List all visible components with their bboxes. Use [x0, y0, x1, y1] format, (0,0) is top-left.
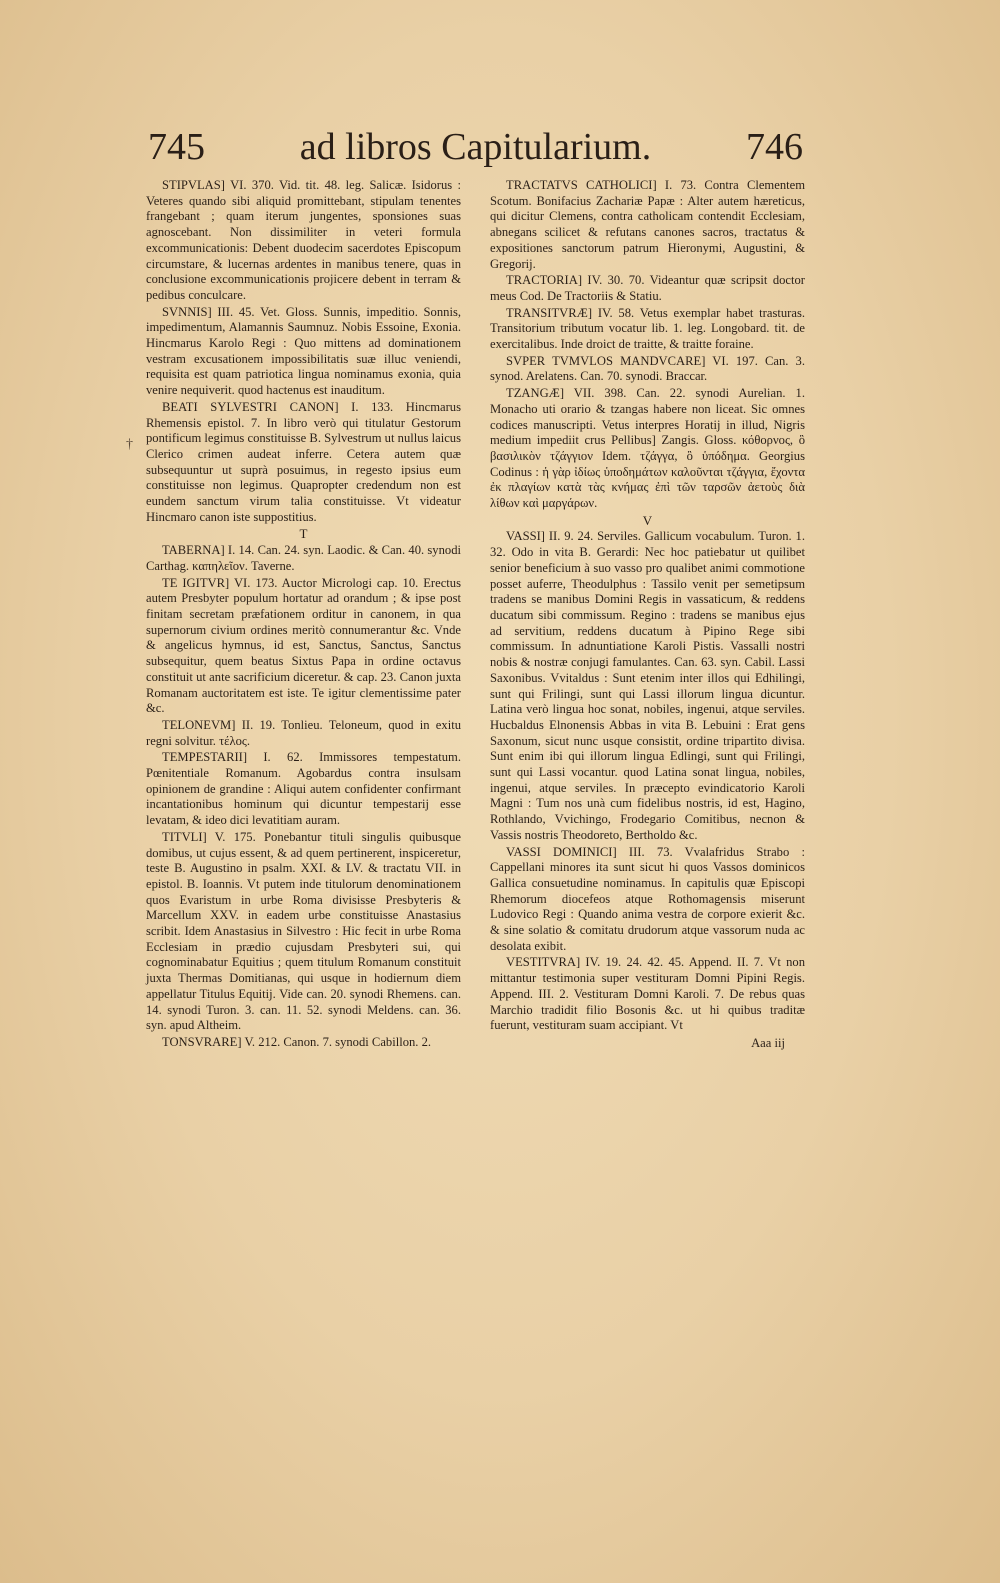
entry-taberna: TABERNA] I. 14. Can. 24. syn. Laodic. & Can. 40. synodi Carthag. καπηλεῖον. Taverne.	[146, 543, 461, 573]
entry-te-igitur: TE IGITVR] VI. 173. Auctor Micrologi cap. 10. Erectus autem Presbyter populum hortatur ad orandum ; & ipse post finitam secretam præfationem orditur in canonem, in qua supernorum civium ordines meritò connumerantur &c. Vnde & angelicus hymnus, id est, Sanctus, Sanctus, Sanctus subsequitur, quem beatus Sixtus Papa in ordine octavus constituit ut ante sacrificium diceretur. & cap. 23. Canon juxta Romanam auctoritatem est iste. Te igitur clementissime pater &c.	[146, 575, 461, 716]
entry-tzangae: TZANGÆ] VII. 398. Can. 22. synodi Aurelian. 1. Monacho uti orario & tzangas habere non liceat. Sic omnes codices manuscripti. Vetus interpres Horatij in illud, Nigris medium impediit crus Pellibus] Zangis. Gloss. κόθορνος, ὃ βασιλικὸν τζάγγιον Idem. τζάγγα, ὃ ὑπόδημα. Georgius Codinus : ἡ γὰρ ἰδίως ὑποδημάτων καλοῦνται τζάγγια, ἔχοντα ἐκ πλαγίων κατὰ τὰς κνήμας ἐπὶ τῶν ταρσῶν ἀετοὺς διὰ λίθων καὶ μαργάρων.	[490, 386, 805, 511]
running-title: ad libros Capitularium.	[299, 126, 652, 168]
signature-mark: Aaa iij	[751, 1035, 785, 1050]
entry-vassi-dominici: VASSI DOMINICI] III. 73. Vvalafridus Strabo : Cappellani minores ita sunt sicut hi quos Vassos dominicos Gallica consuetudine nominamus. In capitulis quæ Episcopi Rhemorum diocefeos atque Rothomagensis miserunt Ludovico Regi : Quando anima vestra de corpore exierit &c. & sine solatio & comitatu drudorum atque vassorum nuda ac desolata exibit.	[490, 844, 805, 953]
section-letter-v: V	[642, 512, 653, 528]
entry-tituli: TITVLI] V. 175. Ponebantur tituli singulis quibusque domibus, ut cujus essent, & ad quem pertinerent, inspiceretur, teste B. Augustino in psalm. XXI. & LV. & tractatu VII. in epistol. B. Ioannis. Vt putem inde titulorum denominationem quos Evaristum in urbe Roma divisisse Presbyteris & Marcellum XXV. in eadem urbe constituisse Anastasius scribit. Idem Anastasius in Silvestro : Hic fecit in urbe Roma Ecclesiam in prædio cujusdam Presbyteri sui, qui cognominabatur Equitius ; quem titulum Romanum constituit juxta Thermas Domitianas, qui usque in hodiernum diem appellatur Titulus Equitij. Vide can. 20. synodi Rhemens. can. 14. synodi Turon. 3. can. 11. 52. synodi Meldens. can. 36. syn. apud Altheim.	[146, 829, 461, 1033]
entry-stipulas: STIPVLAS] VI. 370. Vid. tit. 48. leg. Salicæ. Isidorus : Veteres quando sibi aliquid promittebant, stipulam tenentes frangebant ; quam iterum jungentes, sponsiones suas agnoscebant. Non dissimiliter in veteri formula excommunicationis: Debent duodecim sacerdotes Episcopum circumstare, & lucernas ardentes in manibus tenere, quas in conclusione excommunicationis projicere debent in terram & pedibus conculcare.	[146, 178, 461, 302]
page-header	[148, 128, 803, 184]
entry-teloneum: TELONEVM] II. 19. Tonlieu. Teloneum, quod in exitu regni solvitur. τέλος.	[146, 717, 461, 748]
page-number-right: 746	[745, 126, 803, 168]
page-number-left: 745	[148, 126, 205, 168]
entry-transiturae: TRANSITVRÆ] IV. 58. Vetus exemplar habet trasturas. Transitorium tributum vocatur lib. 1. leg. Longobard. tit. de exercitalibus. Inde droict de traitte, & traitte foraine.	[490, 305, 805, 352]
entry-tonsurare: TONSVRARE] V. 212. Canon. 7. synodi Cabillon. 2.	[162, 1034, 432, 1049]
right-column	[490, 178, 805, 1052]
left-column	[146, 178, 461, 1052]
entry-vassi: VASSI] II. 9. 24. Serviles. Gallicum vocabulum. Turon. 1. 32. Odo in vita B. Gerardi: Nec hoc patiebatur ut quilibet senior beneficium à suo vasso pro qualibet animi commotione posset auferre, Theodulphus : Tassilo venit per semetipsum tradens se manibus Domini Regis in vassaticum, & reddens ducatum sibi commissum. Regino : tradens se manibus ejus ad servitium, reddens ducatum à Pipino Rege sibi commissum. In adnuntiatione Karoli Pistis. Vassalli nostri nobis & nostræ conjugi famulantes. Can. 63. syn. Cabil. Lassi Saxonibus. Vvitaldus : Sunt etenim inter illos qui Edhilingi, sunt qui Frilingi, sunt qui Lassi illorum lingua dicuntur. Latina verò lingua hoc sonat, nobiles, ingenui, atque serviles. Hucbaldus Elnonensis Abbas in vita B. Lebuini : Erat gens Saxonum, sicut nunc usque consistit, ordine tripartito divisa. Sunt enim ibi qui illorum lingua Edlingi, sunt qui Frilingi, sunt qui Lassi vocantur. quod Latina sonat lingua, nobiles, ingenui, atque serviles. In præcepto evindicatorio Karoli Magni : Tum nos unà cum fidelibus nostris, id est, Hagino, Rothlando, Vvichingo, Frodegario Comitibus, necnon & Vassis nostris Theodoreto, Bertholdo &c.	[490, 529, 805, 842]
entry-vestitura: VESTITVRA] IV. 19. 24. 42. 45. Append. II. 7. Vt non mittantur testimonia super vestituram Domni Pipini Regis. Append. III. 2. Vestituram Domni Karoli. 7. De rebus quas Marchio tradidit filio Bosonis &c. ut hi quibus traditæ fuerunt, vestituram suam accipiant. Vt	[490, 955, 805, 1033]
entry-tractatus-catholici: TRACTATVS CATHOLICI] I. 73. Contra Clementem Scotum. Bonifacius Zachariæ Papæ : Alter autem hæreticus, qui dicitur Clemens, contra catholicam contendit Ecclesiam, abnegans scilicet & refutans canones sacros, tractatus & expositiones sanctorum patrum Hieronymi, Augustini, & Gregorij.	[490, 178, 805, 271]
entry-tempestarii: TEMPESTARII] I. 62. Immissores tempestatum. Pœnitentiale Romanum. Agobardus contra insulsam opinionem de grandine : Aliqui autem confidenter confirmant incantationibus hominum qui dicuntur tempestarij esse levatam, & ideo dici levatitiam auram.	[146, 750, 461, 828]
section-letter-t: T	[299, 526, 308, 542]
entry-tractoria: TRACTORIA] IV. 30. 70. Videantur quæ scripsit doctor meus Cod. De Tractoriis & Statiu.	[490, 273, 805, 303]
entry-super-tumulos: SVPER TVMVLOS MANDVCARE] VI. 197. Can. 3. synod. Arelatens. Can. 70. synodi. Braccar.	[490, 353, 805, 384]
entry-sunnis: SVNNIS] III. 45. Vet. Gloss. Sunnis, impeditio. Sonnis, impedimentum, Alamannis Saumnuz. Nobis Essoine, Exonia. Hincmarus Karolo Regi : Quo mittens ad dominationem vestram excusationem impossibilitatis suæ illuc veniendi, requisita est quam patriotica lingua nominamus exonia, quia venire nequiverit. quod hactenus est inauditum.	[146, 304, 461, 398]
entry-beati-sylvestri-canon: BEATI SYLVESTRI CANON] I. 133. Hincmarus Rhemensis epistol. 7. In libro verò qui titulatur Gestorum pontificum legimus constituisse B. Sylvestrum ut nullus laicus Clerico crimen audeat inferre. Cetera autem quæ subsequuntur ut suprà posuimus, in regesto ipsius eum constituisse non legimus. Quapropter credendum non est eundem sanctum virum talia constituisse. Vt videatur Hincmaro canon iste suppostitius.	[146, 399, 461, 524]
margin-mark: †	[126, 437, 133, 452]
